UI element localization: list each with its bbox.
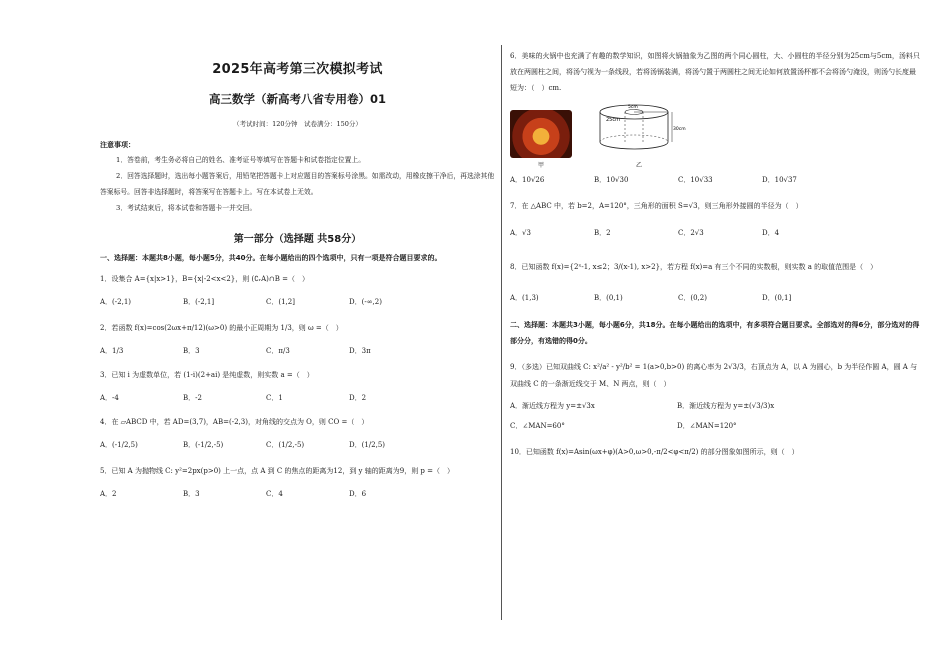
option: C．(1,2] [266,298,295,306]
question-8: 8．已知函数 f(x)={2ˣ-1, x≤2；3/(x-1), x>2}，若方程 f(x)=a 有三个不同的实数根，则实数 a 的取值范围是（ ） [510,263,878,271]
option: D．(1/2,5) [349,441,386,449]
exam-title: 2025年高考第三次模拟考试 [212,62,383,77]
radius-small-label: 5cm [628,105,638,110]
option: D．3π [349,347,371,355]
figure-yi [594,102,684,169]
section2-heading: 二、选择题：本题共3小题，每小题6分，共18分。在每小题给出的选项中，有多项符合题目要求。全部选对的得6分，部分选对的得部分分，有选错的得0分。 [510,321,920,345]
question-4-options [100,440,495,450]
option: C．(1/2,-5) [266,441,305,449]
question-5: 5．已知 A 为抛物线 C: y²=2px(p>0) 上一点，点 A 到 C 的焦点的距离为12，到 y 轴的距离为9，则 p =（ ） [100,467,454,475]
question-8-options [510,293,920,303]
option: D．∠MAN=120° [677,422,737,430]
option: A．√3 [510,229,531,237]
question-5-options [100,489,495,499]
notice-heading: 注意事项： [100,140,135,149]
notice-item: 3．考试结束后，将本试卷和答题卡一并交回。 [116,204,257,212]
option: C．∠MAN=60° [510,422,565,430]
option: D．10√37 [762,176,797,184]
right-column [510,48,920,460]
option: A．渐近线方程为 y=±√3x [510,402,595,410]
question-7-options [510,228,920,238]
figure-caption: 甲 [537,162,544,169]
notice-list [100,152,495,216]
question-4: 4．在 ▱ABCD 中，若 AD=(3,7)，AB=(-2,3)，对角线的交点为 O，则 CO =（ ） [100,418,369,426]
notice-item: 1．答卷前，考生务必将自己的姓名、准考证号等填写在答题卡和试卷指定位置上。 [116,156,366,164]
question-9-options-ab [510,401,920,411]
question-6: 6．美味的火锅中也充满了有趣的数学知识，如图将火锅抽象为乙图的两个同心圆柱，大、小圆柱的半径分别为25cm与5cm，汤料只放在两圆柱之间，将汤勺视为一条线段，若将汤锅装满，将汤勺置于两圆柱之间无论如何放置汤杯都不会将汤勺淹没，则汤勺长度最短为：（ ）cm. [510,52,920,92]
exam-meta: （考试时间：120分钟 试卷满分：150分） [233,120,362,128]
option: B．2 [594,229,611,237]
option: C．2√3 [678,229,704,237]
question-1-options [100,297,495,307]
option: B．(-1/2,-5) [183,441,224,449]
question-10: 10．已知函数 f(x)=Asin(ωx+φ)(A>0,ω>0,-π/2<φ<π/2) 的部分图象如图所示，则（ ） [510,448,799,456]
column-divider [501,45,502,620]
option: D．6 [349,490,367,498]
question-2-options [100,346,495,356]
option: C．(0,2) [678,294,707,302]
option: C．π/3 [266,347,290,355]
figure-jia [510,110,572,169]
radius-large-label: 25cm [606,117,620,123]
question-3-options [100,393,495,403]
part1-heading: 第一部分（选择题 共58分） [233,234,362,245]
option: C．10√33 [678,176,713,184]
figure-caption: 乙 [635,162,642,169]
hotpot-photo [510,110,572,158]
question-7: 7．在 △ABC 中，若 b=2，A=120°，三角形的面积 S=√3，则三角形外接圆的半径为（ ） [510,202,803,210]
option: B．渐近线方程为 y=±(√3/3)x [677,402,775,410]
option: A．10√26 [510,176,545,184]
option: B．(0,1) [594,294,623,302]
question-6-figures [510,102,920,169]
option: A．(-2,1) [100,298,132,306]
option: B．10√30 [594,176,629,184]
option: D．4 [762,229,780,237]
option: C．1 [266,394,283,402]
cylinder-diagram [594,102,684,154]
question-3: 3．已知 i 为虚数单位，若 (1-i)(2+ai) 是纯虚数，则实数 a =（ ） [100,371,314,379]
option: D．(0,1] [762,294,792,302]
question-6-options [510,175,920,185]
option: A．1/3 [100,347,124,355]
question-9-options-cd [510,421,920,431]
option: C．4 [266,490,283,498]
question-9: 9．（多选）已知双曲线 C: x²/a² - y²/b² = 1(a>0,b>0) 的离心率为 2√3/3，右顶点为 A，以 A 为圆心，b 为半径作圆 A，圆 A 与双曲线 C 的一条渐近线交于 M、N 两点，则（ ） [510,363,918,388]
notice-item: 2．回答选择题时，选出每小题答案后，用铅笔把答题卡上对应题目的答案标号涂黑。如需改动，用橡皮擦干净后，再选涂其他答案标号。回答非选择题时，将答案写在答题卡上。写在本试卷上无效。 [100,172,495,196]
option: A．2 [100,490,117,498]
option: A．-4 [100,394,119,402]
option: B．(-2,1] [183,298,215,306]
section1-heading: 一、选择题：本题共8小题，每小题5分，共40分。在每小题给出的四个选项中，只有一项是符合题目要求的。 [100,254,442,262]
left-column [100,48,495,499]
question-2: 2．若函数 f(x)=cos(2ωx+π/12)(ω>0) 的最小正周期为 1/3，则 ω =（ ） [100,324,343,332]
height-label: 30cm [673,127,686,132]
exam-subtitle: 高三数学（新高考八省专用卷）01 [208,92,386,106]
option: D．2 [349,394,367,402]
option: B．3 [183,490,200,498]
option: A．(-1/2,5) [100,441,138,449]
question-1: 1．设集合 A={x|x>1}，B={x|-2<x<2}，则 (∁ᵣA)∩B =（ ） [100,275,309,283]
option: B．-2 [183,394,202,402]
option: B．3 [183,347,200,355]
option: D．(-∞,2) [349,298,382,306]
option: A．(1,3) [510,294,539,302]
